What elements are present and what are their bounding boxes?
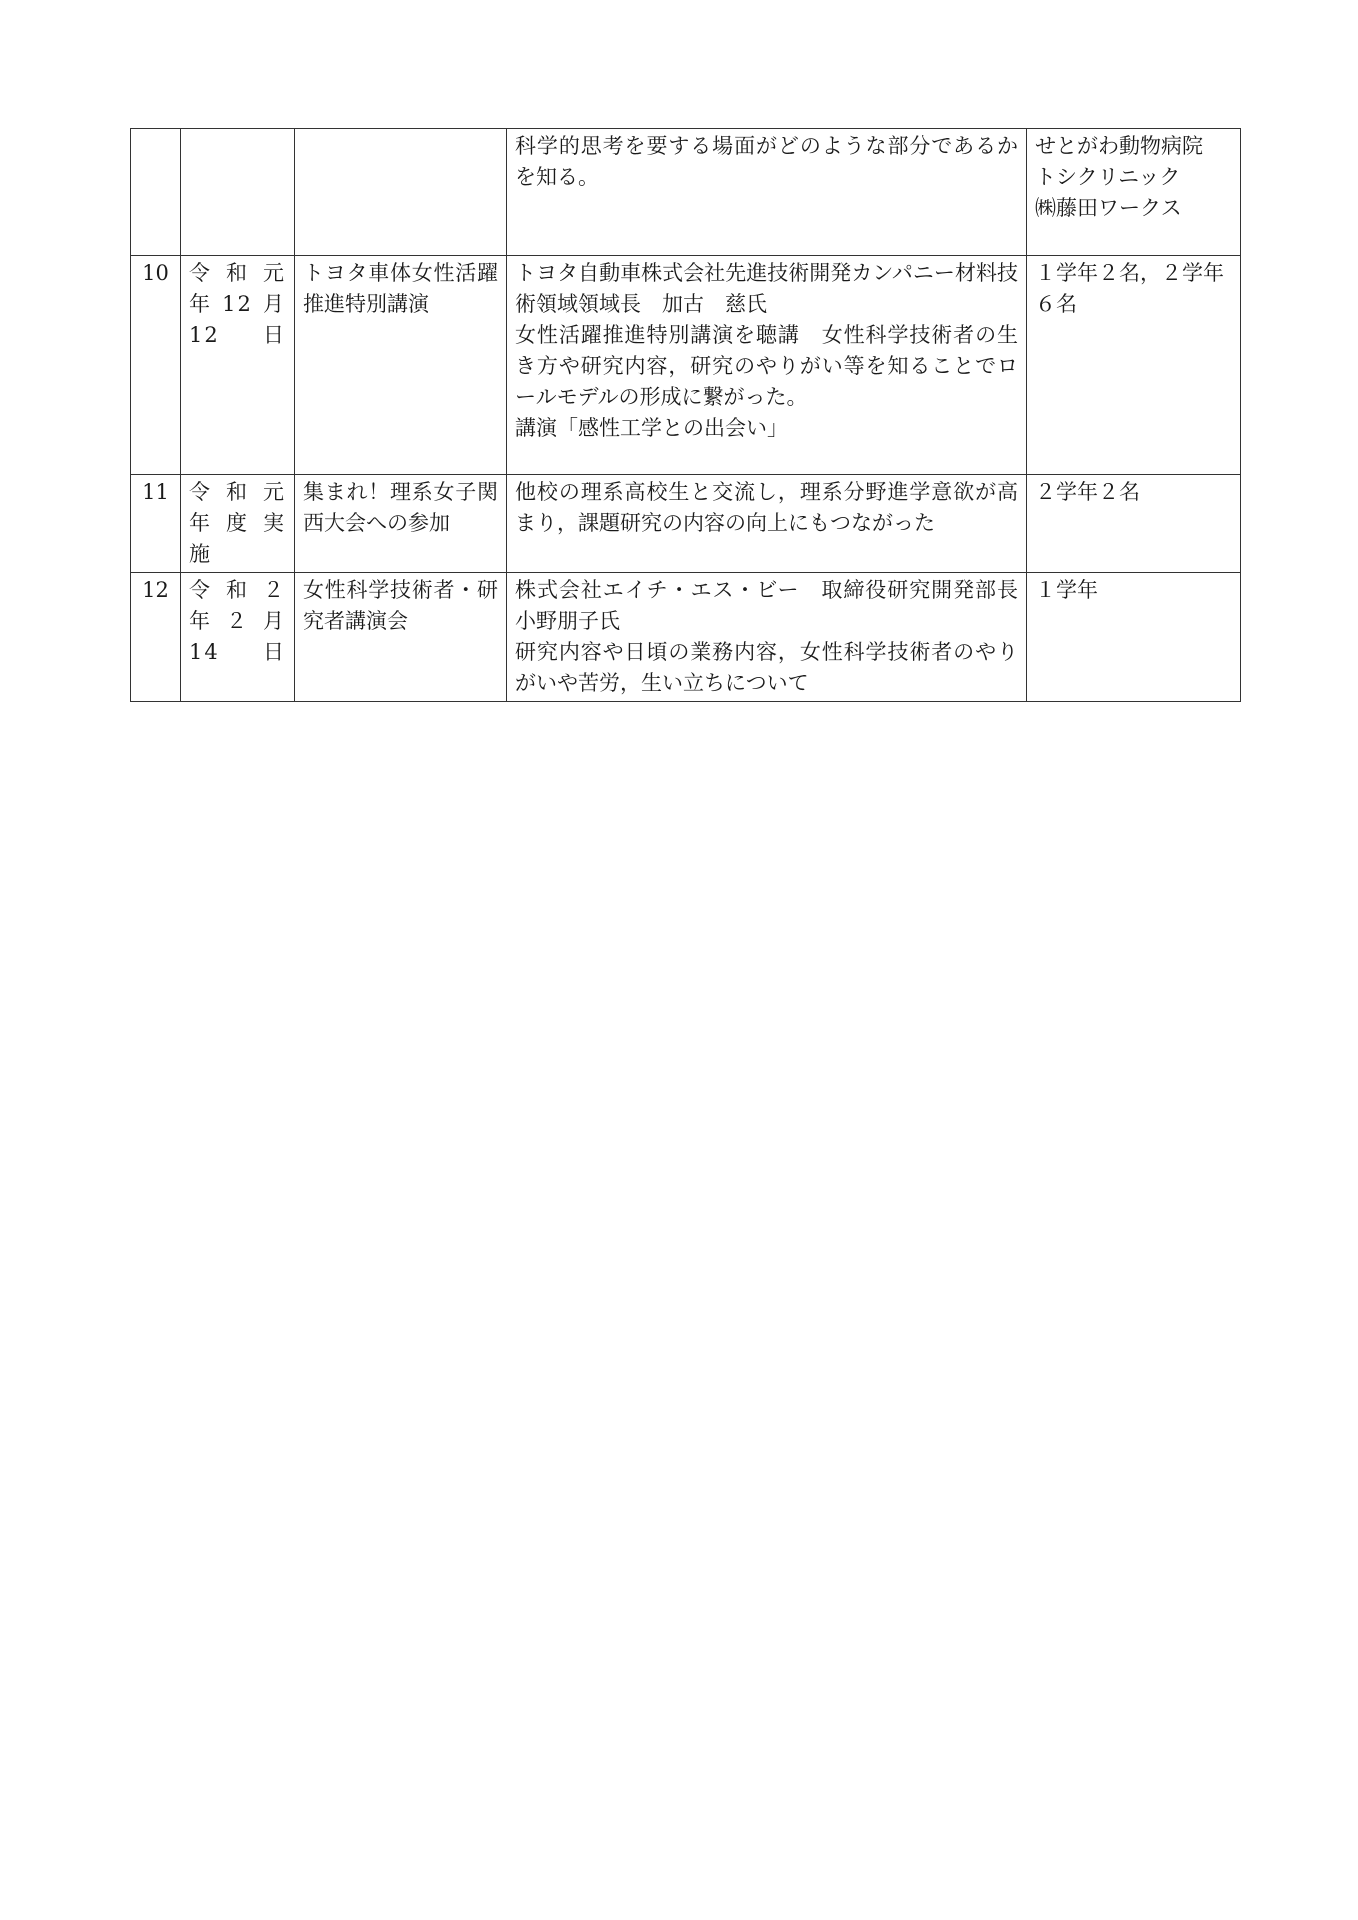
participants-cell [1027, 573, 1241, 702]
content-line: 研究内容や日頃の業務内容，女性科学技術者のやりがいや苦労，生い立ちについて [515, 640, 1018, 695]
content-line: トヨタ自動車株式会社先進技術開発カンパニー材料技術領域領域長 加古 慈氏 [515, 261, 1018, 316]
date-line: 令和元 [189, 480, 286, 504]
date-line: 12日 [189, 323, 286, 347]
title-cell: 女性科学技術者・研究者講演会 [295, 573, 507, 702]
row-number-cell: 11 [131, 475, 181, 573]
date-line: 年12月 [189, 292, 286, 316]
content-line: 株式会社エイチ・エス・ビー 取締役研究開発部長 小野朋子氏 [515, 578, 1039, 633]
row-number-cell [131, 129, 181, 256]
content-cell [507, 475, 1027, 573]
table-row [131, 129, 1241, 256]
participants-line: １学年２名，２学年６名 [1035, 261, 1224, 316]
row-number-cell: 12 [131, 573, 181, 702]
content-line: 他校の理系高校生と交流し，理系分野進学意欲が高まり，課題研究の内容の向上にもつながった [515, 480, 1018, 535]
table-row [131, 256, 1241, 475]
table-row [131, 573, 1241, 702]
title-cell: トヨタ車体女性活躍推進特別講演 [295, 256, 507, 475]
content-cell [507, 573, 1039, 702]
date-cell [181, 475, 295, 573]
date-line: 年２月 [189, 609, 286, 633]
participants-cell [1027, 256, 1241, 475]
date-line: 14日 [189, 640, 286, 664]
participants-line: ２学年２名 [1035, 480, 1140, 504]
row-number-cell: 10 [131, 256, 181, 475]
participants-cell [1027, 129, 1241, 256]
date-line: 令和２ [189, 578, 286, 602]
content-cell [507, 256, 1027, 475]
date-cell [181, 573, 295, 702]
title-cell [295, 129, 507, 256]
activity-table [130, 128, 1241, 702]
content-cell [507, 129, 1027, 256]
date-line: 令和元 [189, 261, 286, 285]
participants-cell [1027, 475, 1241, 573]
table-row [131, 475, 1241, 573]
content-line: 科学的思考を要する場面がどのような部分であるかを知る。 [515, 134, 1018, 189]
participants-line: トシクリニック [1035, 165, 1181, 189]
date-cell [181, 256, 295, 475]
participants-line: せとがわ動物病院 [1035, 134, 1203, 158]
date-line: 年度実 [189, 511, 286, 535]
content-line: 講演「感性工学との出会い」 [515, 416, 788, 440]
title-cell: 集まれ！理系女子関西大会への参加 [295, 475, 507, 573]
participants-line: ㈱藤田ワークス [1035, 196, 1182, 220]
date-cell [181, 129, 295, 256]
content-line: 女性活躍推進特別講演を聴講 女性科学技術者の生き方や研究内容，研究のやりがい等を知ることでロールモデルの形成に繋がった。 [515, 323, 1018, 409]
participants-line: １学年 [1035, 578, 1098, 602]
date-line: 施 [189, 542, 212, 566]
